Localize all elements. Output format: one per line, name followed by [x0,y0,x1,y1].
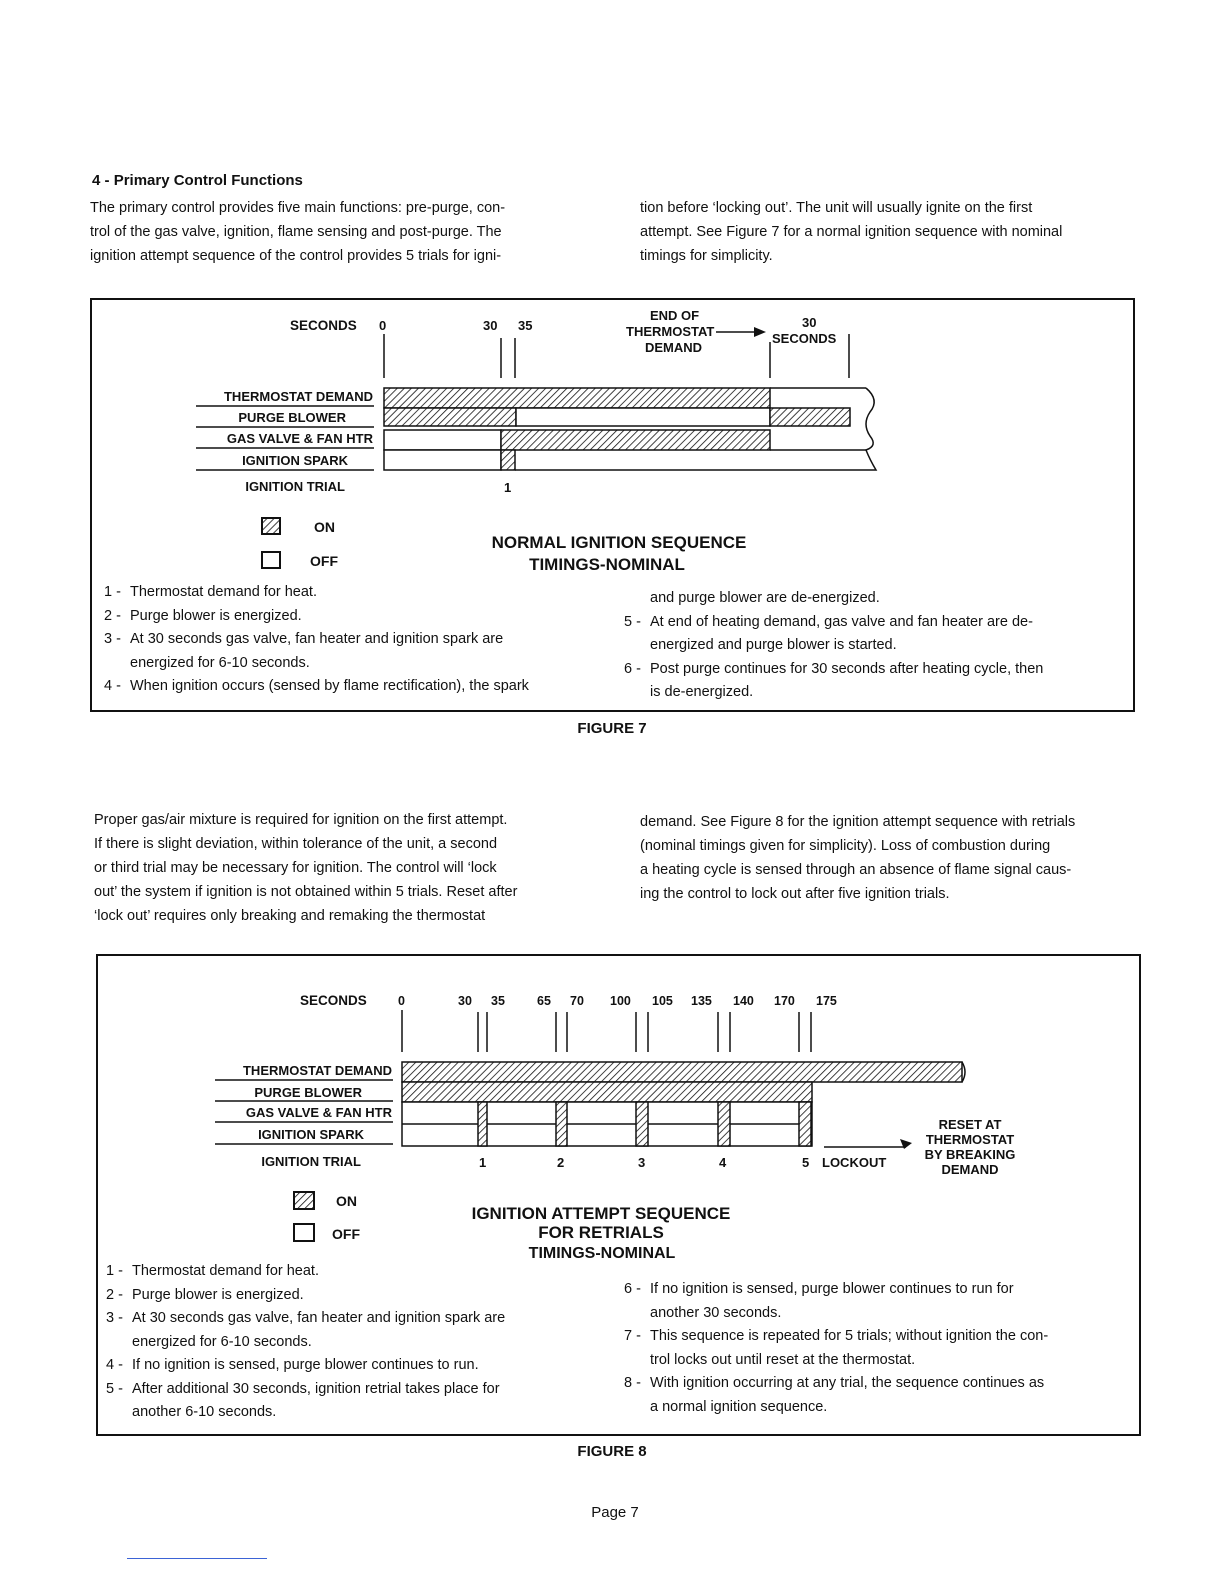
thermostat-demand-on [384,388,770,408]
legend-off-label: OFF [310,553,338,569]
figure-8-title-2: FOR RETRIALS [538,1223,664,1242]
trial-pulse-4 [718,1102,730,1146]
purge-blower-on [402,1082,812,1102]
figure-8-tick-lines [402,1010,811,1052]
tick-label: 175 [816,994,837,1008]
trial-pulse-3 [636,1102,648,1146]
break-mark [860,388,876,470]
section-title: Primary Control Functions [113,172,303,189]
legend-on-swatch [262,518,280,534]
tick-label: 35 [491,994,505,1008]
intro-paragraph-left: The primary control provides five main functions: pre-purge, con- trol of the gas valve, ignition, flame sensing and post-purge. The ignition attempt sequence of the control provides 5 trials for igni- [90,200,506,264]
figure-8-title-1: IGNITION ATTEMPT SEQUENCE [471,1204,731,1223]
tick-label: 170 [774,994,795,1008]
legend-off-swatch [294,1224,314,1241]
figure-7-title-2: TIMINGS-NOMINAL [529,555,685,574]
end-label-1: END OF [650,308,700,323]
legend-on-swatch [294,1192,314,1209]
reset-label-2: THERMOSTAT [925,1132,1015,1147]
trial-number-1: 1 [504,480,512,495]
tick-label: 105 [652,994,673,1008]
legend-off-label: OFF [332,1226,360,1242]
row-label-gas: GAS VALVE & FAN HTR [226,431,373,446]
row-label-thermostat: THERMOSTAT DEMAND [242,1063,392,1078]
seconds-label: SECONDS [300,993,367,1008]
section-number: 4 [92,172,101,189]
row-label-purge: PURGE BLOWER [254,1085,362,1100]
tick-label: 0 [398,994,405,1008]
gas-valve-on [501,430,770,450]
end-label-3: DEMAND [645,340,703,355]
reset-label-4: DEMAND [941,1162,999,1177]
lockout-label: LOCKOUT [822,1155,887,1170]
footer-rule [127,1558,267,1559]
row-label-spark: IGNITION SPARK [242,453,348,468]
legend-off-swatch [262,552,280,568]
middle-paragraph-right: demand. See Figure 8 for the ignition attempt sequence with retrials (nominal timings given for simplicity). Loss of combustion during a heating cycle is sensed through an absence of flame signal caus- ing the control to lock out after five ignition trials. [640,814,1076,902]
figure-8-caption: FIGURE 8 [577,1443,647,1460]
ignition-spark-on [501,450,515,470]
row-label-spark: IGNITION SPARK [258,1127,364,1142]
tick-label: 65 [537,994,551,1008]
figure-7-caption: FIGURE 7 [577,720,647,737]
ignition-spark-off [384,450,501,470]
figure-7-title-1: NORMAL IGNITION SEQUENCE [491,533,747,552]
post-label-1: 30 [802,315,817,330]
figure-8-steps-right: 6 - If no ignition is sensed, purge blower continues to run for another 30 seconds. 7 - This sequence is repeated for 5 trials; without ignition the con- trol locks out until reset at the thermostat. 8 - With ignition occurring at any trial, the sequence continues as a normal ignition sequence. [624,1281,1049,1415]
post-purge-on [770,408,850,426]
tick-label-0: 0 [379,318,387,333]
legend-on-label: ON [314,519,335,535]
section-heading: 4 - Primary Control Functions [92,172,303,189]
middle-paragraph-left: Proper gas/air mixture is required for ignition on the first attempt. If there is slight deviation, within tolerance of the unit, a second or third trial may be necessary for ignition. The control will ‘lock out’ the system if ignition is not obtained within 5 trials. Reset after ‘lock out’ requires only breaking and remaking the thermostat [94,812,518,924]
tick-label: 135 [691,994,712,1008]
trial-number: 2 [557,1155,565,1170]
tick-label: 70 [570,994,584,1008]
trial-pulse-5 [799,1102,811,1146]
post-label-2: SECONDS [772,331,837,346]
tick-label: 30 [458,994,472,1008]
gas-valve-off [384,430,501,450]
reset-label-1: RESET AT [938,1117,1002,1132]
tick-label-35: 35 [518,318,533,333]
trial-number: 4 [719,1155,727,1170]
intro-paragraph-right: tion before ‘locking out’. The unit will usually ignite on the first attempt. See Figure 7 for a normal ignition sequence with nominal timings for simplicity. [640,200,1063,264]
figure-8-timing-diagram [0,940,1224,1280]
row-label-thermostat: THERMOSTAT DEMAND [223,389,373,404]
figure-8-steps-left: 1 - Thermostat demand for heat. 2 - Purge blower is energized. 3 - At 30 seconds gas valve, fan heater and ignition spark are energized for 6-10 seconds. 4 - If no ignition is sensed, purge blower continues to run. 5 - After additional 30 seconds, ignition retrial takes place for another 6-10 seconds. [106,1263,506,1420]
figure-7-steps-left: 1 - Thermostat demand for heat. 2 - Purge blower is energized. 3 - At 30 seconds gas valve, fan heater and ignition spark are energized for 6-10 seconds. 4 - When ignition occurs (sensed by flame rectification), the spark [104,584,529,694]
trial-label: IGNITION TRIAL [245,479,345,494]
end-label-2: THERMOSTAT [626,324,715,339]
figure-7-steps-right: and purge blower are de-energized. 5 - At end of heating demand, gas valve and fan heater are de- energized and purge blower is started. 6 - Post purge continues for 30 seconds after heating cycle, then is de-energized. [624,590,1044,700]
purge-blower-off [516,408,770,426]
tick-label: 100 [610,994,631,1008]
trial-pulse-1 [478,1102,487,1146]
trial-pulse-2 [556,1102,567,1146]
tick-label: 140 [733,994,754,1008]
seconds-label: SECONDS [290,318,357,333]
figure-8-title-3: TIMINGS-NOMINAL [528,1245,676,1262]
purge-blower-on [384,408,516,426]
tick-label-30: 30 [483,318,498,333]
legend-on-label: ON [336,1193,357,1209]
page-number: Page 7 [591,1504,639,1521]
trial-label: IGNITION TRIAL [261,1154,361,1169]
end-arrow-head [754,327,766,337]
row-label-gas: GAS VALVE & FAN HTR [245,1105,392,1120]
trial-number: 1 [479,1155,487,1170]
thermostat-demand-on [402,1062,962,1082]
trial-number: 5 [802,1155,810,1170]
trial-number: 3 [638,1155,646,1170]
reset-label-3: BY BREAKING [924,1147,1016,1162]
figure-8-tick-labels [398,994,837,1008]
row-label-purge: PURGE BLOWER [238,410,346,425]
